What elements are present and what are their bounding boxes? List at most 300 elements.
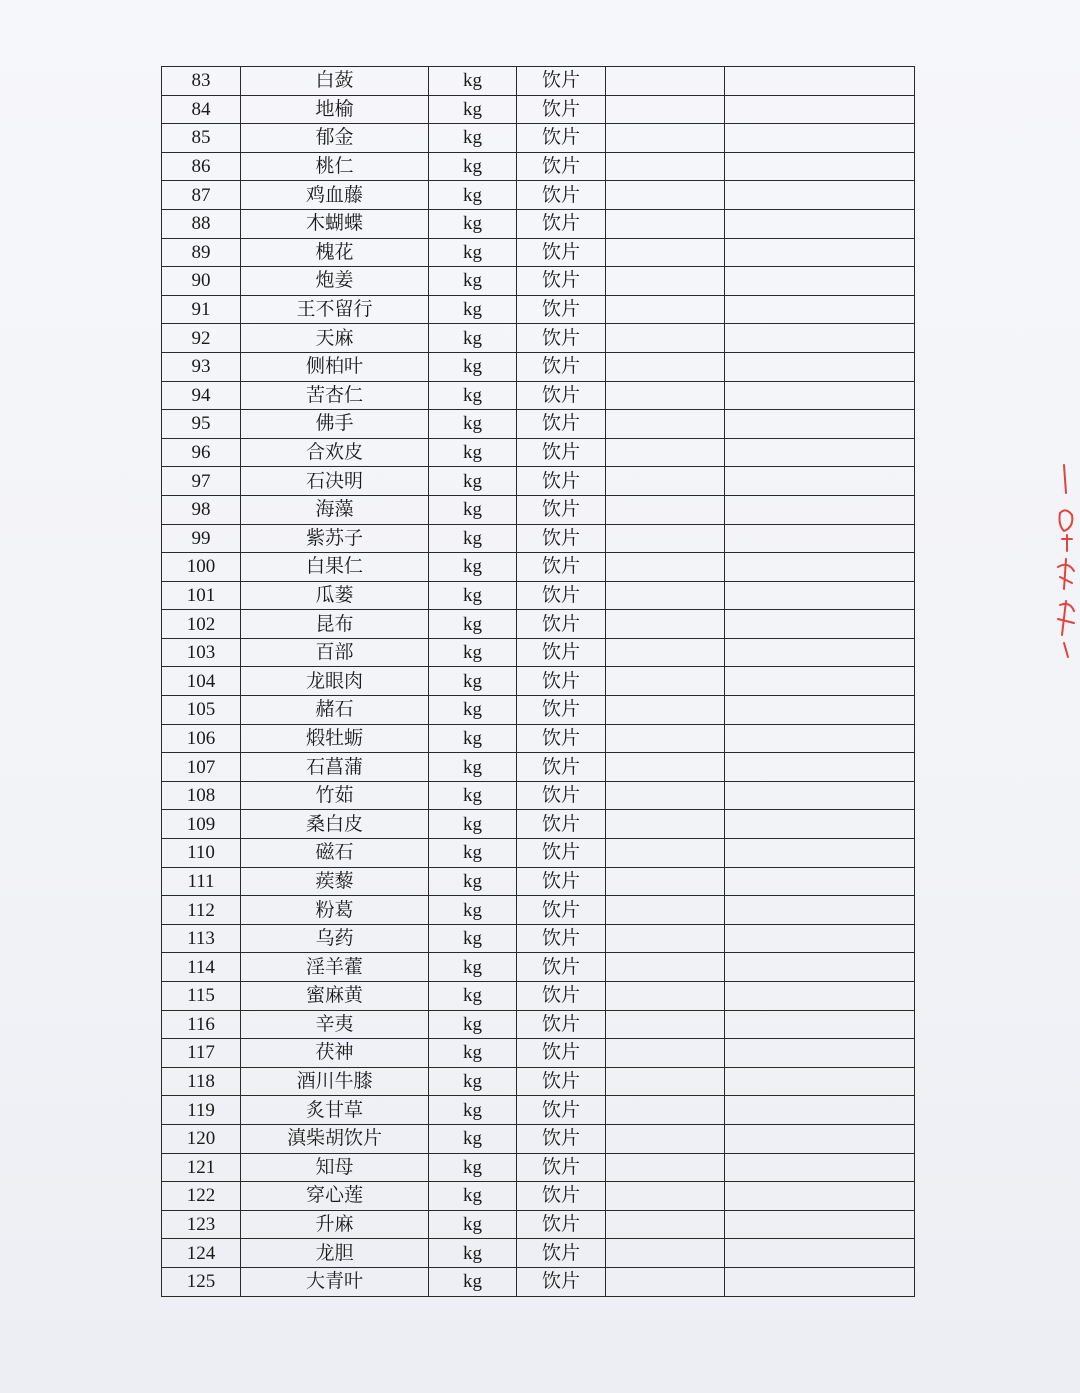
- row-number-cell: 113: [162, 924, 241, 953]
- herb-name-cell: 炮姜: [241, 267, 429, 296]
- herb-name-cell: 木蝴蝶: [241, 209, 429, 238]
- table-row: [162, 867, 915, 896]
- table-row: [162, 953, 915, 982]
- empty-cell: [606, 982, 725, 1011]
- row-number-cell: 85: [162, 124, 241, 153]
- herb-name-cell: 桑白皮: [241, 810, 429, 839]
- unit-cell: kg: [429, 67, 517, 96]
- table-row: [162, 781, 915, 810]
- herb-name-cell: 天麻: [241, 324, 429, 353]
- empty-cell: [606, 209, 725, 238]
- type-cell: 饮片: [517, 1182, 606, 1211]
- row-number-cell: 99: [162, 524, 241, 553]
- unit-cell: kg: [429, 267, 517, 296]
- unit-cell: kg: [429, 667, 517, 696]
- row-number-cell: 117: [162, 1039, 241, 1068]
- unit-cell: kg: [429, 410, 517, 439]
- type-cell: 饮片: [517, 982, 606, 1011]
- herb-name-cell: 佛手: [241, 410, 429, 439]
- empty-cell: [606, 67, 725, 96]
- herb-name-cell: 合欢皮: [241, 438, 429, 467]
- row-number-cell: 84: [162, 95, 241, 124]
- table-row: [162, 667, 915, 696]
- unit-cell: kg: [429, 295, 517, 324]
- row-number-cell: 114: [162, 953, 241, 982]
- type-cell: 饮片: [517, 1010, 606, 1039]
- type-cell: 饮片: [517, 410, 606, 439]
- table-row: [162, 1067, 915, 1096]
- table-row: [162, 810, 915, 839]
- type-cell: 饮片: [517, 495, 606, 524]
- unit-cell: kg: [429, 1039, 517, 1068]
- empty-cell: [725, 1010, 915, 1039]
- row-number-cell: 96: [162, 438, 241, 467]
- type-cell: 饮片: [517, 581, 606, 610]
- empty-cell: [606, 152, 725, 181]
- empty-cell: [725, 381, 915, 410]
- type-cell: 饮片: [517, 295, 606, 324]
- empty-cell: [725, 753, 915, 782]
- type-cell: 饮片: [517, 381, 606, 410]
- herb-name-cell: 百部: [241, 638, 429, 667]
- empty-cell: [725, 324, 915, 353]
- row-number-cell: 106: [162, 724, 241, 753]
- type-cell: 饮片: [517, 1239, 606, 1268]
- row-number-cell: 105: [162, 696, 241, 725]
- type-cell: 饮片: [517, 1267, 606, 1296]
- herb-name-cell: 磁石: [241, 839, 429, 868]
- herb-name-cell: 侧柏叶: [241, 352, 429, 381]
- unit-cell: kg: [429, 839, 517, 868]
- empty-cell: [606, 324, 725, 353]
- herb-name-cell: 炙甘草: [241, 1096, 429, 1125]
- type-cell: 饮片: [517, 181, 606, 210]
- row-number-cell: 119: [162, 1096, 241, 1125]
- unit-cell: kg: [429, 724, 517, 753]
- unit-cell: kg: [429, 95, 517, 124]
- table-row: [162, 753, 915, 782]
- row-number-cell: 98: [162, 495, 241, 524]
- herb-name-cell: 石菖蒲: [241, 753, 429, 782]
- type-cell: 饮片: [517, 638, 606, 667]
- row-number-cell: 93: [162, 352, 241, 381]
- empty-cell: [606, 1210, 725, 1239]
- table-row: [162, 381, 915, 410]
- empty-cell: [725, 1182, 915, 1211]
- type-cell: 饮片: [517, 124, 606, 153]
- unit-cell: kg: [429, 1182, 517, 1211]
- type-cell: 饮片: [517, 238, 606, 267]
- table-row: [162, 1124, 915, 1153]
- unit-cell: kg: [429, 1124, 517, 1153]
- row-number-cell: 124: [162, 1239, 241, 1268]
- table-row: [162, 67, 915, 96]
- empty-cell: [606, 181, 725, 210]
- unit-cell: kg: [429, 524, 517, 553]
- table-row: [162, 467, 915, 496]
- unit-cell: kg: [429, 438, 517, 467]
- empty-cell: [725, 152, 915, 181]
- empty-cell: [725, 638, 915, 667]
- row-number-cell: 89: [162, 238, 241, 267]
- table-row: [162, 1267, 915, 1296]
- unit-cell: kg: [429, 610, 517, 639]
- unit-cell: kg: [429, 209, 517, 238]
- type-cell: 饮片: [517, 896, 606, 925]
- herb-name-cell: 竹茹: [241, 781, 429, 810]
- table-row: [162, 352, 915, 381]
- herb-name-cell: 海藻: [241, 495, 429, 524]
- empty-cell: [606, 667, 725, 696]
- empty-cell: [606, 839, 725, 868]
- row-number-cell: 121: [162, 1153, 241, 1182]
- table-row: [162, 438, 915, 467]
- row-number-cell: 90: [162, 267, 241, 296]
- table-row: [162, 267, 915, 296]
- table-row: [162, 839, 915, 868]
- empty-cell: [606, 610, 725, 639]
- empty-cell: [606, 524, 725, 553]
- row-number-cell: 97: [162, 467, 241, 496]
- unit-cell: kg: [429, 553, 517, 582]
- herb-name-cell: 赭石: [241, 696, 429, 725]
- table-row: [162, 982, 915, 1011]
- herb-name-cell: 紫苏子: [241, 524, 429, 553]
- unit-cell: kg: [429, 152, 517, 181]
- empty-cell: [725, 124, 915, 153]
- unit-cell: kg: [429, 781, 517, 810]
- herb-name-cell: 煅牡蛎: [241, 724, 429, 753]
- empty-cell: [725, 181, 915, 210]
- herb-name-cell: 知母: [241, 1153, 429, 1182]
- unit-cell: kg: [429, 1096, 517, 1125]
- type-cell: 饮片: [517, 1096, 606, 1125]
- empty-cell: [606, 267, 725, 296]
- type-cell: 饮片: [517, 696, 606, 725]
- empty-cell: [606, 553, 725, 582]
- herb-name-cell: 辛夷: [241, 1010, 429, 1039]
- type-cell: 饮片: [517, 810, 606, 839]
- empty-cell: [725, 610, 915, 639]
- type-cell: 饮片: [517, 667, 606, 696]
- table-row: [162, 1182, 915, 1211]
- table-row: [162, 1239, 915, 1268]
- herb-name-cell: 地榆: [241, 95, 429, 124]
- empty-cell: [606, 495, 725, 524]
- type-cell: 饮片: [517, 267, 606, 296]
- unit-cell: kg: [429, 124, 517, 153]
- table-row: [162, 324, 915, 353]
- empty-cell: [606, 1182, 725, 1211]
- row-number-cell: 83: [162, 67, 241, 96]
- empty-cell: [606, 1239, 725, 1268]
- empty-cell: [606, 953, 725, 982]
- type-cell: 饮片: [517, 924, 606, 953]
- herb-name-cell: 龙眼肉: [241, 667, 429, 696]
- type-cell: 饮片: [517, 324, 606, 353]
- unit-cell: kg: [429, 867, 517, 896]
- herb-name-cell: 昆布: [241, 610, 429, 639]
- empty-cell: [725, 553, 915, 582]
- table-row: [162, 181, 915, 210]
- table-row: [162, 152, 915, 181]
- type-cell: 饮片: [517, 1210, 606, 1239]
- empty-cell: [725, 810, 915, 839]
- herb-name-cell: 升麻: [241, 1210, 429, 1239]
- row-number-cell: 115: [162, 982, 241, 1011]
- row-number-cell: 116: [162, 1010, 241, 1039]
- type-cell: 饮片: [517, 1124, 606, 1153]
- empty-cell: [725, 438, 915, 467]
- empty-cell: [606, 896, 725, 925]
- table-row: [162, 1039, 915, 1068]
- table-row: [162, 124, 915, 153]
- row-number-cell: 118: [162, 1067, 241, 1096]
- type-cell: 饮片: [517, 1039, 606, 1068]
- table-row: [162, 638, 915, 667]
- herb-name-cell: 酒川牛膝: [241, 1067, 429, 1096]
- empty-cell: [725, 410, 915, 439]
- herb-name-cell: 王不留行: [241, 295, 429, 324]
- empty-cell: [725, 781, 915, 810]
- empty-cell: [606, 1153, 725, 1182]
- table-row: [162, 524, 915, 553]
- herb-name-cell: 苦杏仁: [241, 381, 429, 410]
- row-number-cell: 86: [162, 152, 241, 181]
- row-number-cell: 100: [162, 553, 241, 582]
- empty-cell: [606, 410, 725, 439]
- unit-cell: kg: [429, 581, 517, 610]
- herb-name-cell: 淫羊藿: [241, 953, 429, 982]
- herb-name-cell: 白果仁: [241, 553, 429, 582]
- empty-cell: [725, 667, 915, 696]
- empty-cell: [606, 581, 725, 610]
- empty-cell: [725, 524, 915, 553]
- row-number-cell: 91: [162, 295, 241, 324]
- herb-name-cell: 穿心莲: [241, 1182, 429, 1211]
- empty-cell: [725, 724, 915, 753]
- empty-cell: [725, 1153, 915, 1182]
- unit-cell: kg: [429, 982, 517, 1011]
- type-cell: 饮片: [517, 610, 606, 639]
- unit-cell: kg: [429, 1153, 517, 1182]
- empty-cell: [725, 1039, 915, 1068]
- empty-cell: [606, 781, 725, 810]
- empty-cell: [606, 1039, 725, 1068]
- empty-cell: [725, 896, 915, 925]
- type-cell: 饮片: [517, 467, 606, 496]
- empty-cell: [725, 209, 915, 238]
- herb-name-cell: 郁金: [241, 124, 429, 153]
- herb-name-cell: 石决明: [241, 467, 429, 496]
- table-row: [162, 724, 915, 753]
- type-cell: 饮片: [517, 867, 606, 896]
- empty-cell: [725, 1067, 915, 1096]
- type-cell: 饮片: [517, 95, 606, 124]
- type-cell: 饮片: [517, 152, 606, 181]
- herb-name-cell: 粉葛: [241, 896, 429, 925]
- empty-cell: [606, 1124, 725, 1153]
- table-row: [162, 410, 915, 439]
- empty-cell: [725, 1267, 915, 1296]
- unit-cell: kg: [429, 896, 517, 925]
- empty-cell: [725, 1096, 915, 1125]
- unit-cell: kg: [429, 1267, 517, 1296]
- table-row: [162, 1096, 915, 1125]
- empty-cell: [606, 810, 725, 839]
- row-number-cell: 102: [162, 610, 241, 639]
- table-row: [162, 1153, 915, 1182]
- row-number-cell: 108: [162, 781, 241, 810]
- type-cell: 饮片: [517, 953, 606, 982]
- empty-cell: [725, 982, 915, 1011]
- empty-cell: [725, 267, 915, 296]
- unit-cell: kg: [429, 1067, 517, 1096]
- unit-cell: kg: [429, 924, 517, 953]
- table-row: [162, 553, 915, 582]
- empty-cell: [606, 295, 725, 324]
- empty-cell: [725, 924, 915, 953]
- empty-cell: [725, 953, 915, 982]
- empty-cell: [725, 839, 915, 868]
- type-cell: 饮片: [517, 724, 606, 753]
- empty-cell: [606, 467, 725, 496]
- empty-cell: [606, 1010, 725, 1039]
- row-number-cell: 95: [162, 410, 241, 439]
- empty-cell: [606, 381, 725, 410]
- row-number-cell: 104: [162, 667, 241, 696]
- type-cell: 饮片: [517, 67, 606, 96]
- herb-name-cell: 乌药: [241, 924, 429, 953]
- type-cell: 饮片: [517, 209, 606, 238]
- type-cell: 饮片: [517, 352, 606, 381]
- herb-name-cell: 瓜蒌: [241, 581, 429, 610]
- unit-cell: kg: [429, 1239, 517, 1268]
- unit-cell: kg: [429, 381, 517, 410]
- table-row: [162, 896, 915, 925]
- empty-cell: [725, 1210, 915, 1239]
- empty-cell: [725, 1124, 915, 1153]
- empty-cell: [725, 867, 915, 896]
- row-number-cell: 111: [162, 867, 241, 896]
- herb-name-cell: 白蔹: [241, 67, 429, 96]
- row-number-cell: 88: [162, 209, 241, 238]
- empty-cell: [606, 696, 725, 725]
- empty-cell: [606, 1096, 725, 1125]
- table-row: [162, 696, 915, 725]
- empty-cell: [606, 638, 725, 667]
- unit-cell: kg: [429, 467, 517, 496]
- type-cell: 饮片: [517, 553, 606, 582]
- row-number-cell: 92: [162, 324, 241, 353]
- row-number-cell: 125: [162, 1267, 241, 1296]
- unit-cell: kg: [429, 495, 517, 524]
- empty-cell: [725, 67, 915, 96]
- type-cell: 饮片: [517, 753, 606, 782]
- table-row: [162, 209, 915, 238]
- row-number-cell: 120: [162, 1124, 241, 1153]
- type-cell: 饮片: [517, 1153, 606, 1182]
- row-number-cell: 107: [162, 753, 241, 782]
- empty-cell: [725, 467, 915, 496]
- empty-cell: [606, 1267, 725, 1296]
- unit-cell: kg: [429, 1210, 517, 1239]
- table-row: [162, 924, 915, 953]
- table-row: [162, 495, 915, 524]
- herb-name-cell: 滇柴胡饮片: [241, 1124, 429, 1153]
- unit-cell: kg: [429, 638, 517, 667]
- table-row: [162, 1010, 915, 1039]
- row-number-cell: 101: [162, 581, 241, 610]
- row-number-cell: 123: [162, 1210, 241, 1239]
- table-body: [162, 67, 915, 1297]
- empty-cell: [725, 581, 915, 610]
- empty-cell: [725, 352, 915, 381]
- type-cell: 饮片: [517, 438, 606, 467]
- row-number-cell: 94: [162, 381, 241, 410]
- herb-name-cell: 桃仁: [241, 152, 429, 181]
- empty-cell: [725, 1239, 915, 1268]
- empty-cell: [725, 238, 915, 267]
- empty-cell: [606, 724, 725, 753]
- empty-cell: [606, 95, 725, 124]
- herb-name-cell: 蒺藜: [241, 867, 429, 896]
- table-row: [162, 581, 915, 610]
- herb-name-cell: 蜜麻黄: [241, 982, 429, 1011]
- herb-list-table: [161, 66, 915, 1297]
- table-row: [162, 1210, 915, 1239]
- unit-cell: kg: [429, 352, 517, 381]
- row-number-cell: 110: [162, 839, 241, 868]
- row-number-cell: 122: [162, 1182, 241, 1211]
- unit-cell: kg: [429, 324, 517, 353]
- unit-cell: kg: [429, 810, 517, 839]
- table-row: [162, 95, 915, 124]
- table-row: [162, 610, 915, 639]
- empty-cell: [725, 95, 915, 124]
- unit-cell: kg: [429, 953, 517, 982]
- empty-cell: [606, 924, 725, 953]
- row-number-cell: 87: [162, 181, 241, 210]
- row-number-cell: 109: [162, 810, 241, 839]
- table-row: [162, 295, 915, 324]
- empty-cell: [606, 238, 725, 267]
- row-number-cell: 112: [162, 896, 241, 925]
- row-number-cell: 103: [162, 638, 241, 667]
- herb-name-cell: 大青叶: [241, 1267, 429, 1296]
- unit-cell: kg: [429, 181, 517, 210]
- empty-cell: [606, 124, 725, 153]
- table-row: [162, 238, 915, 267]
- empty-cell: [725, 295, 915, 324]
- type-cell: 饮片: [517, 781, 606, 810]
- red-stamp-edge: [1052, 455, 1080, 665]
- herb-name-cell: 鸡血藤: [241, 181, 429, 210]
- empty-cell: [606, 1067, 725, 1096]
- unit-cell: kg: [429, 696, 517, 725]
- unit-cell: kg: [429, 1010, 517, 1039]
- empty-cell: [725, 696, 915, 725]
- type-cell: 饮片: [517, 839, 606, 868]
- empty-cell: [725, 495, 915, 524]
- type-cell: 饮片: [517, 524, 606, 553]
- empty-cell: [606, 438, 725, 467]
- empty-cell: [606, 867, 725, 896]
- type-cell: 饮片: [517, 1067, 606, 1096]
- empty-cell: [606, 753, 725, 782]
- unit-cell: kg: [429, 753, 517, 782]
- herb-name-cell: 槐花: [241, 238, 429, 267]
